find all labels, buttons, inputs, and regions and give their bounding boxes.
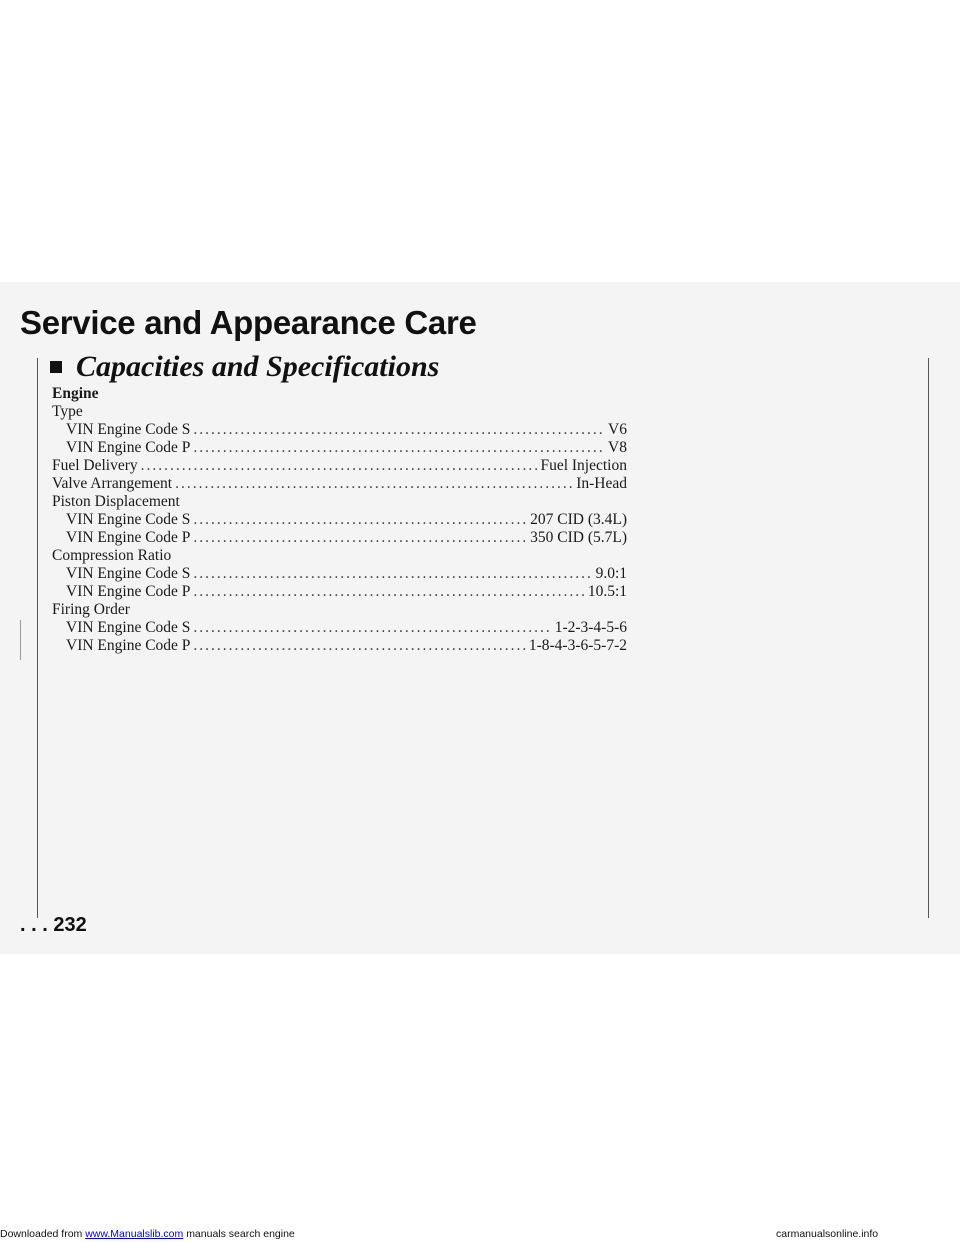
spec-label: VIN Engine Code S (66, 565, 191, 582)
spec-label: VIN Engine Code P (66, 529, 191, 546)
compression-label: Compression Ratio (52, 547, 172, 564)
spec-label: Fuel Delivery (52, 457, 138, 474)
dot-leader (193, 511, 527, 529)
spec-row (52, 421, 627, 439)
dot-leader (193, 637, 525, 655)
footer-prefix: Downloaded from (0, 1228, 83, 1240)
spec-row (52, 583, 627, 601)
spec-row (52, 439, 627, 457)
dot-leader (175, 475, 573, 493)
watermark-text: carmanualsonline.info (776, 1228, 879, 1240)
type-label: Type (52, 403, 83, 420)
square-bullet-icon (50, 361, 62, 373)
page-title: Service and Appearance Care (20, 304, 477, 341)
dot-leader (193, 565, 592, 583)
spec-label: VIN Engine Code P (66, 439, 191, 456)
spec-value: V8 (608, 439, 627, 456)
spec-row (52, 565, 627, 583)
spec-row (52, 475, 627, 493)
firing-label: Firing Order (52, 601, 130, 618)
spec-label: VIN Engine Code P (66, 583, 191, 600)
section-title: Capacities and Specifications (76, 350, 440, 383)
right-margin-rule (928, 358, 929, 918)
spec-value: Fuel Injection (540, 457, 627, 474)
engine-heading: Engine (52, 385, 99, 402)
dot-leader (193, 583, 584, 601)
spec-value: 207 CID (3.4L) (530, 511, 627, 528)
dot-leader (193, 439, 605, 457)
download-footer (0, 1228, 295, 1240)
spec-row (52, 457, 627, 475)
spec-value: 350 CID (5.7L) (530, 529, 627, 546)
dot-leader (193, 421, 605, 439)
engine-spec-list (52, 385, 627, 655)
spec-value: V6 (608, 421, 627, 438)
dot-leader (193, 529, 527, 547)
section-header (50, 350, 439, 384)
dot-leader (141, 457, 538, 475)
spec-value: 9.0:1 (595, 565, 627, 582)
spec-label: VIN Engine Code P (66, 637, 191, 654)
spec-label: VIN Engine Code S (66, 511, 191, 528)
spec-row (52, 637, 627, 655)
manualslib-link[interactable]: www.Manualslib.com (85, 1228, 184, 1240)
spec-label: Valve Arrangement (52, 475, 173, 492)
spec-value: In-Head (576, 475, 627, 492)
spec-row (52, 619, 627, 637)
spec-value: 10.5:1 (587, 583, 627, 600)
left-margin-rule (37, 358, 38, 918)
spec-row (52, 529, 627, 547)
spec-value: 1-2-3-4-5-6 (554, 619, 627, 636)
page-number: . . . 232 (20, 914, 87, 936)
spec-value: 1-8-4-3-6-5-7-2 (528, 637, 627, 654)
spec-label: VIN Engine Code S (66, 619, 191, 636)
footer-suffix: manuals search engine (186, 1228, 295, 1240)
piston-label: Piston Displacement (52, 493, 180, 510)
spec-row (52, 511, 627, 529)
spec-label: VIN Engine Code S (66, 421, 191, 438)
dot-leader (193, 619, 551, 637)
left-margin-mark (20, 620, 21, 660)
